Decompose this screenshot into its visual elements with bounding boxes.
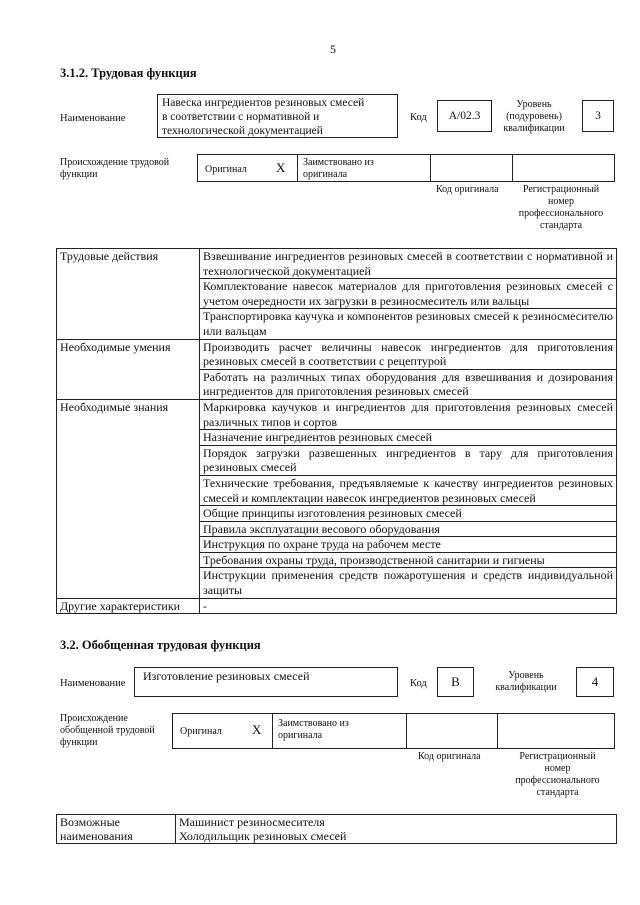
section-title-312: 3.1.2. Трудовая функция xyxy=(60,66,197,80)
original-mark-32: X xyxy=(252,722,262,737)
borrowed-label-line: Заимствовано из xyxy=(278,718,349,729)
reg-number-line: номер xyxy=(544,763,571,774)
section-title-32: 3.2. Обобщенная трудовая функция xyxy=(60,638,261,652)
origin-label-line: функции xyxy=(60,169,98,180)
level-label-line: (подуровень) xyxy=(506,111,562,122)
knowledge-item: Правила эксплуатации весового оборудования xyxy=(200,521,617,537)
function-name-box-32: Изготовление резиновых смесей xyxy=(134,667,398,697)
level-label-line: Уровень xyxy=(516,99,552,110)
original-mark-312: X xyxy=(276,160,286,175)
origin-label-line: обобщенной трудовой xyxy=(60,725,155,736)
possible-names-list xyxy=(176,815,617,844)
function-name-box-312 xyxy=(157,94,398,138)
possible-names-label-line: наименования xyxy=(60,829,133,843)
possible-name-item: Машинист резиносмесителя xyxy=(179,815,325,829)
possible-names-label xyxy=(57,815,176,844)
reg-number-line: Регистрационный xyxy=(522,184,600,195)
reg-number-line: номер xyxy=(548,196,574,207)
function-name-line: в соответствии с нормативной и xyxy=(162,111,320,123)
original-label-312: Оригинал xyxy=(205,164,247,175)
knowledge-item: Порядок загрузки развешенных ингредиентов в тару для приготовления резиновых смесей xyxy=(200,445,617,475)
possible-name-item: Холодильщик резиновых смесей xyxy=(179,829,347,843)
knowledge-item: Инструкции применения средств пожаротушения и средств индивидуальной защиты xyxy=(200,568,617,598)
skill-item: Производить расчет величины навесок ингредиентов для приготовления резиновых смесей в соответствии с рецептурой xyxy=(200,339,617,369)
knowledge-item: Маркировка каучуков и ингредиентов для приготовления резиновых смесей различных типов и сортов xyxy=(200,399,617,429)
possible-names-label-line: Возможные xyxy=(60,815,120,829)
origin-code-label-32: Код оригинала xyxy=(418,751,481,762)
origin-row-32 xyxy=(172,713,615,749)
reg-number-line: стандарта xyxy=(536,787,579,798)
knowledge-item: Инструкция по охране труда на рабочем месте xyxy=(200,537,617,553)
borrowed-label-312 xyxy=(303,157,374,181)
labor-action-item: Транспортировка каучука и компонентов резиновых смесей к резиносмесителю или вальцам xyxy=(200,309,617,339)
other-label: Другие характеристики xyxy=(57,598,200,614)
level-label-line: Уровень xyxy=(508,670,544,681)
other-value: - xyxy=(200,598,617,614)
reg-number-line: Регистрационный xyxy=(519,751,596,762)
possible-names-table xyxy=(56,814,617,844)
name-label-312: Наименование xyxy=(60,113,126,124)
original-label-32: Оригинал xyxy=(180,726,222,737)
labor-actions-label: Трудовые действия xyxy=(57,249,200,340)
name-label-32: Наименование xyxy=(60,678,126,689)
borrowed-label-line: Заимствовано из xyxy=(303,157,374,168)
reg-number-line: стандарта xyxy=(539,220,583,231)
code-label-32: Код xyxy=(410,678,427,689)
origin-label-line: Происхождение трудовой xyxy=(60,157,170,168)
borrowed-label-line: оригинала xyxy=(278,730,323,741)
origin-code-label-312: Код оригинала xyxy=(436,184,499,195)
code-value-312: А/02.3 xyxy=(437,100,492,132)
page-number: 5 xyxy=(330,42,336,56)
labor-function-table xyxy=(56,248,617,614)
reg-number-line: профессионального xyxy=(518,208,604,219)
function-name-line: Навеска ингредиентов резиновых смесей xyxy=(162,97,365,109)
function-name-line: технологической документацией xyxy=(162,125,323,137)
knowledge-item: Требования охраны труда, производственной санитарии и гигиены xyxy=(200,552,617,568)
level-value-312: 3 xyxy=(582,100,614,132)
reg-number-line: профессионального xyxy=(515,775,600,786)
borrowed-label-line: оригинала xyxy=(303,169,348,180)
knowledge-item: Назначение ингредиентов резиновых смесей xyxy=(200,430,617,446)
skills-label: Необходимые умения xyxy=(57,339,200,399)
knowledge-label: Необходимые знания xyxy=(57,399,200,598)
level-value-32: 4 xyxy=(576,667,614,697)
level-label-line: квалификации xyxy=(495,682,557,693)
level-label-312 xyxy=(494,99,574,135)
knowledge-item: Технические требования, предъявляемые к качеству ингредиентов резиновых смесей и комплектации навесок ингредиентов резиновых смесей xyxy=(200,475,617,505)
code-value-32: В xyxy=(437,667,474,697)
origin-row-312 xyxy=(197,154,615,182)
knowledge-item: Общие принципы изготовления резиновых смесей xyxy=(200,506,617,522)
skill-item: Работать на различных типах оборудования для взвешивания и дозирования ингредиентов для приготовления резиновых смесей xyxy=(200,369,617,399)
origin-label-line: функции xyxy=(60,737,98,748)
labor-action-item: Комплектование навесок материалов для приготовления резиновых смесей с учетом очередности их загрузки в резиносмеситель или вальцы xyxy=(200,279,617,309)
level-label-32 xyxy=(486,670,566,694)
borrowed-label-32 xyxy=(278,718,349,742)
reg-number-label-312 xyxy=(505,184,617,232)
origin-label-line: Происхождение xyxy=(60,713,128,724)
labor-action-item: Взвешивание ингредиентов резиновых смесей в соответствии с нормативной и технологической документацией xyxy=(200,249,617,279)
origin-label-312 xyxy=(60,157,169,181)
level-label-line: квалификации xyxy=(503,123,565,134)
origin-label-32 xyxy=(60,713,155,749)
reg-number-label-32 xyxy=(500,751,615,799)
code-label-312: Код xyxy=(410,112,427,123)
